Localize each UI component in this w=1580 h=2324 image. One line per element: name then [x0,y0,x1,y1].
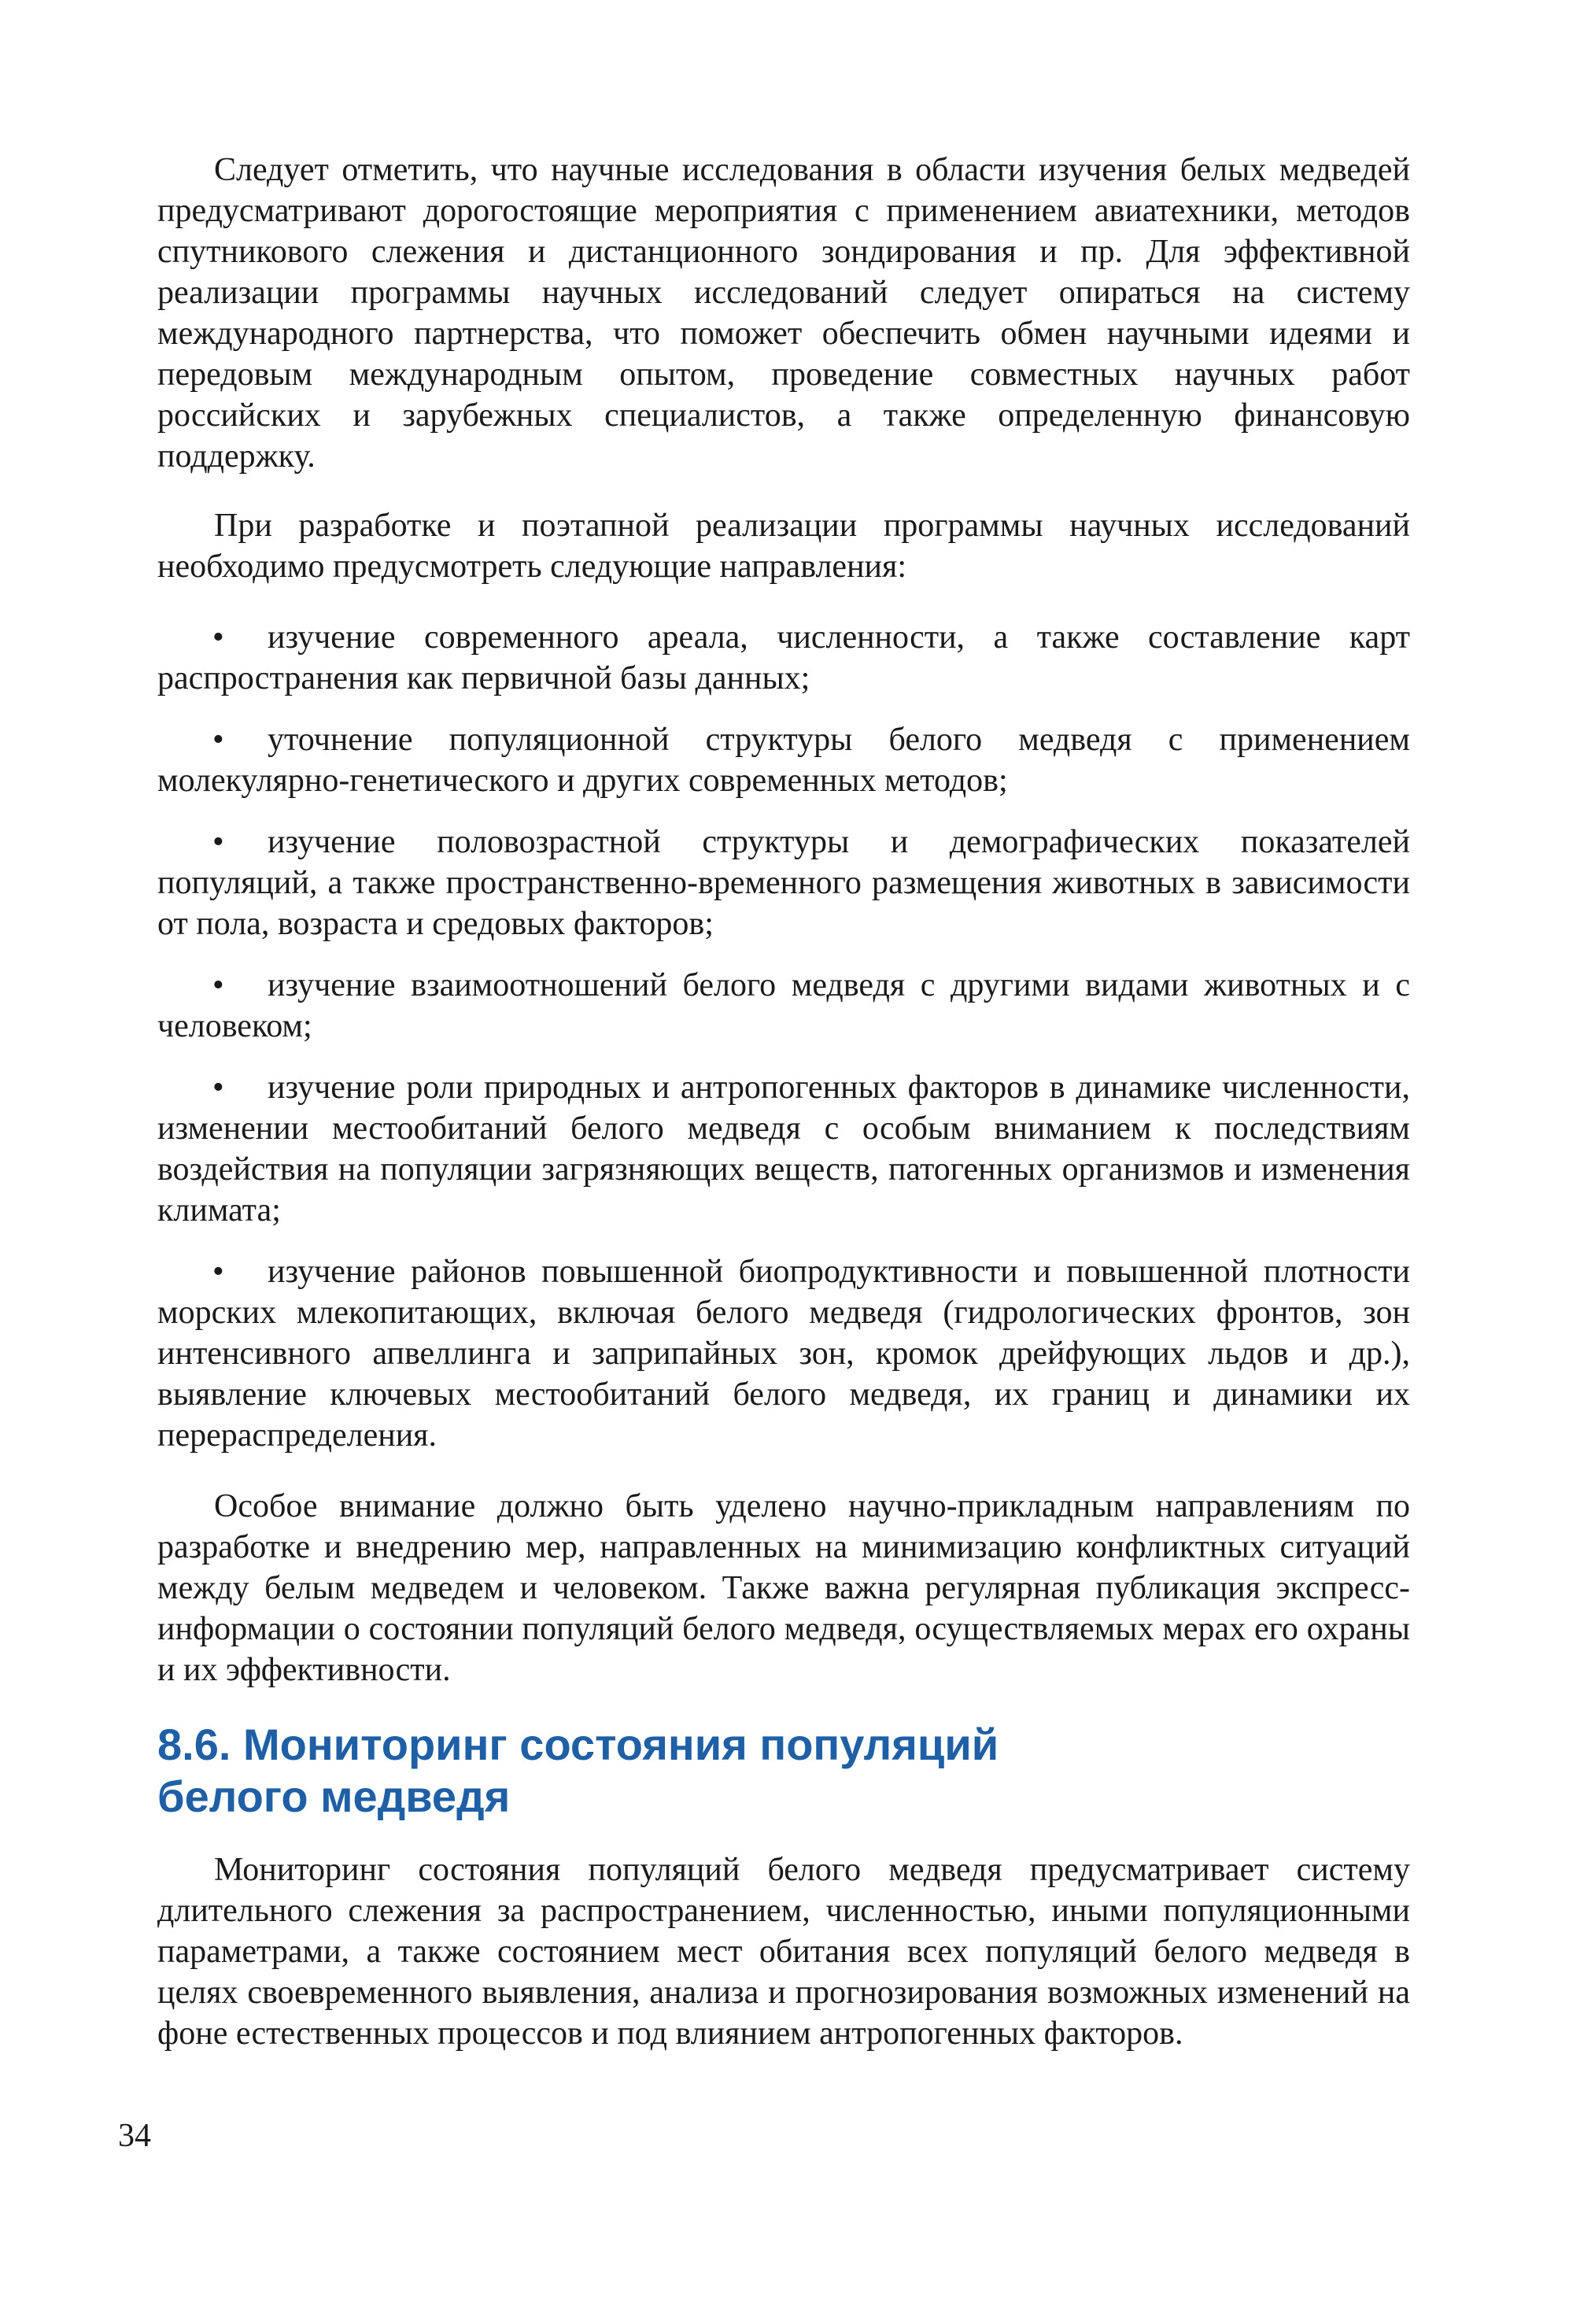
list-item [157,822,1410,944]
list-item-text: изучение районов повышенной биопродуктивности и повышенной плотности морских млекопитающих, включая белого медведя (гидрологических фронтов, зон интенсивного апвеллинга и заприпайных зон, кромок дрейфующих льдов и др.), выявление ключевых местообитаний белого медведя, их границ и динамики их перераспределения. [157,1254,1410,1454]
section-heading-line-2: белого медведя [157,1772,511,1821]
list-item [157,719,1410,801]
list-item [157,965,1410,1047]
list-item [157,617,1410,699]
section-heading [157,1719,1410,1823]
bullet-marker: • [212,619,224,656]
list-item-text: уточнение популяционной структуры белого медведя с применением молекулярно-генетического и других современных методов; [157,722,1410,799]
bullet-marker: • [212,1254,224,1290]
bullet-marker: • [212,824,224,860]
list-item [157,1251,1410,1456]
section-heading-line-1: 8.6. Мониторинг состояния популяций [157,1720,999,1769]
list-item-text: изучение современного ареала, численности, а также составление карт распространения как первичной базы данных; [157,619,1410,696]
list-item-text: изучение взаимоотношений белого медведя с другими видами животных и с человеком; [157,967,1410,1044]
intro-paragraph-1: Следует отметить, что научные исследования в области изучения белых медведей предусматривают дорогостоящие мероприятия с применением авиатехники, методов спутникового слежения и дистанционного зондирования и пр. Для эффективной реализации программы научных исследований следует опираться на систему международного партнерства, что поможет обеспечить обмен научными идеями и передовым международным опытом, проведение совместных научных работ российских и зарубежных специалистов, а также определенную финансовую поддержку. [157,152,1410,475]
list-item-text: изучение роли природных и антропогенных факторов в динамике численности, изменении местообитаний белого медведя с особым вниманием к последствиям воздействия на популяции загрязняющих веществ, патогенных организмов и изменения климата; [157,1070,1410,1229]
bullet-marker: • [212,967,224,1003]
bullet-marker: • [212,1070,224,1106]
page-content [157,150,1410,2082]
intro-paragraph-2: При разработке и поэтапной реализации программы научных исследований необходимо предусмотреть следующие направления: [157,508,1410,585]
bullet-marker: • [212,722,224,758]
list-item [157,1067,1410,1231]
section-paragraph: Мониторинг состояния популяций белого медведя предусматривает систему длительного слежения за распространением, численностью, иными популяционными параметрами, а также состоянием мест обитания всех популяций белого медведя в целях своевременного выявления, анализа и прогнозирования возможных изменений на фоне естественных процессов и под влиянием антропогенных факторов. [157,1852,1410,2052]
research-directions-list [157,617,1410,1456]
page-number: 34 [118,2118,151,2154]
list-item-text: изучение половозрастной структуры и демографических показателей популяций, а также пространственно-временного размещения животных в зависимости от пола, возраста и средовых факторов; [157,824,1410,942]
paragraph-after-list: Особое внимание должно быть уделено научно-прикладным направлениям по разработке и внедрению мер, направленных на минимизацию конфликтных ситуаций между белым медведем и человеком. Также важна регулярная публикация экспресс-информации о состоянии популяций белого медведя, осуществляемых мерах его охраны и их эффективности. [157,1488,1410,1688]
